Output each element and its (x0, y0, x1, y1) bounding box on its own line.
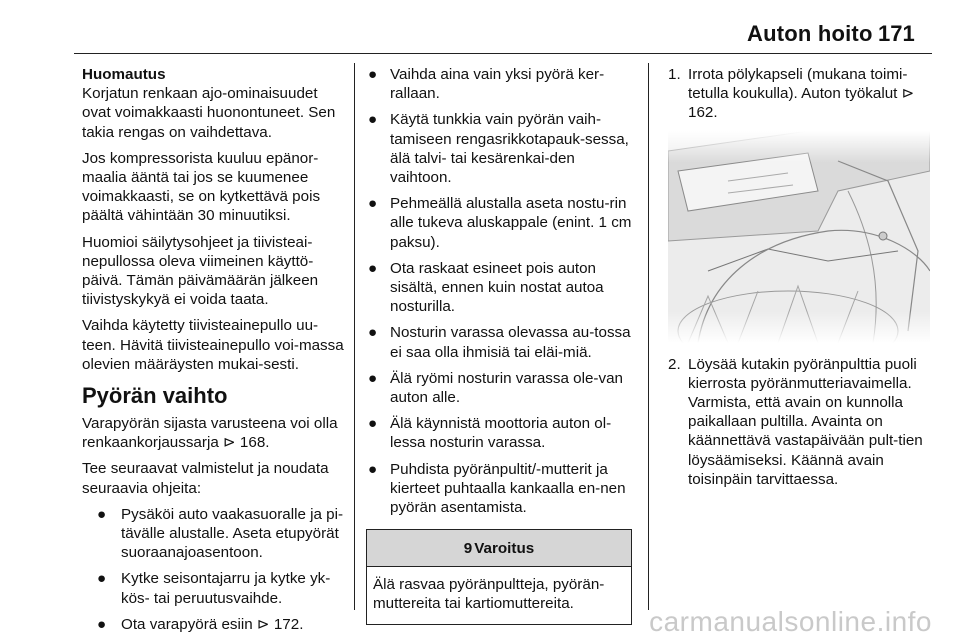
bullet-icon: ● (368, 460, 378, 478)
list-item (82, 569, 350, 607)
bullet-icon: ● (368, 324, 378, 342)
list-item-text: Kytke seisontajarru ja kytke yk-kös- tai peruutusvaihde. (121, 570, 331, 607)
list-item (82, 615, 350, 634)
intro-paragraph-2: Tee seuraavat valmistelut ja noudata seuraavia ohjeita: (82, 460, 329, 497)
column-1 (82, 65, 350, 641)
warning-body: Älä rasvaa pyöränpultteja, pyörän-muttereita tai kartiomuttereita. (373, 576, 605, 613)
warning-box (366, 529, 632, 624)
bullet-icon: ● (368, 415, 378, 433)
list-item-text: Ota raskaat esineet pois auton sisältä, ennen kuin nostat autoa nosturilla. (390, 259, 604, 316)
column-3 (668, 65, 930, 496)
list-item-text: Älä ryömi nosturin varassa ole-van auton alle. (390, 369, 623, 407)
list-item (366, 65, 638, 103)
step-number: 2. (668, 355, 681, 373)
list-item (366, 110, 638, 187)
list-item (366, 414, 638, 452)
wheel-illustration (668, 131, 930, 343)
bullet-icon: ● (97, 615, 107, 633)
header-rule (74, 53, 932, 54)
column-divider-2 (648, 63, 649, 610)
list-item-text: Vaihda aina vain yksi pyörä ker-rallaan. (390, 66, 605, 103)
list-item (366, 460, 638, 518)
note-heading: Huomautus (82, 66, 166, 83)
column-2 (366, 65, 638, 625)
step-text: Irrota pölykapseli (mukana toimi-tetulla koukulla). Auton työkalut ⊳ 162. (688, 66, 915, 122)
list-item-text: Nosturin varassa olevassa au-tossa ei saa olla ihmisiä tai eläi-miä. (390, 324, 631, 361)
step-number: 1. (668, 66, 681, 83)
list-item (82, 505, 350, 563)
column-divider-1 (354, 63, 355, 610)
list-item (366, 194, 638, 252)
watermark: carmanualsonline.info (649, 606, 932, 637)
list-item-text: Pysäköi auto vaakasuoralle ja pi-tävälle alustalle. Aseta etupyörät suoraanajoasentoon. (121, 505, 344, 562)
list-item (366, 259, 638, 317)
bullet-icon: ● (368, 369, 378, 387)
bullet-icon: ● (368, 195, 378, 213)
bullet-icon: ● (97, 570, 107, 588)
list-item (366, 323, 638, 361)
warning-header (367, 530, 631, 567)
list-item-text: Ota varapyörä esiin ⊳ 172. (121, 615, 304, 633)
list-item-text: Pehmeällä alustalla aseta nostu-rin alle tukeva aluskappale (enint. 1 cm paksu). (390, 195, 632, 251)
list-item-text: Käytä tunkkia vain pyörän vaih-tamiseen rengasrikkotapauk-sessa, älä talvi- tai kesärenkai-den vaihtoon. (390, 111, 629, 187)
note-paragraph: Huomioi säilytysohjeet ja tiivisteai-nepullossa oleva viimeinen käyttö-päivä. Tämän päivämäärän jälkeen tiivistyskykyä ei voida taata. (82, 233, 319, 309)
step-item (668, 65, 930, 123)
step-text: Löysää kutakin pyöränpulttia puoli kierrosta pyöränmutteriavaimella. Varmista, että avain on kunnolla paikallaan pultilla. Avainta on käännettävä vastapäivään pult-tien löysäämiseksi. Käännä avain toisinpäin tarvittaessa. (688, 355, 923, 488)
list-item (366, 369, 638, 407)
list-item-text: Puhdista pyöränpultit/-mutterit ja kierteet puhtaalla kankaalla en-nen pyörän asentamista. (390, 460, 626, 517)
warning-icon: 9 (463, 539, 473, 557)
list-item-text: Älä käynnistä moottoria auton ol-lessa nosturin varassa. (390, 415, 612, 452)
page-number: 171 (878, 21, 915, 46)
page-title: Auton hoito (747, 21, 873, 46)
note-paragraph: Jos kompressorista kuuluu epänor-maalia ääntä tai jos se kuumenee voimakkaasti, se on kytkettävä pois päältä vähintään 30 minuutiksi. (82, 149, 321, 225)
section-heading: Pyörän vaihto (82, 383, 228, 409)
note-paragraph: Vaihda käytetty tiivisteainepullo uu-teen. Hävitä tiivisteainepullo voi-massa olevien määräysten mukai-sesti. (82, 317, 344, 373)
intro-paragraph: Varapyörän sijasta varusteena voi olla renkaankorjaussarja ⊳ 168. (82, 415, 338, 452)
bullet-icon: ● (368, 111, 378, 129)
note-paragraph: Korjatun renkaan ajo-ominaisuudet ovat voimakkaasti huonontuneet. Sen takia rengas on vaihdettava. (82, 85, 336, 141)
warning-heading: Varoitus (474, 539, 535, 557)
bullet-icon: ● (97, 505, 107, 523)
bullet-icon: ● (368, 259, 378, 277)
step-item (668, 355, 930, 489)
bullet-icon: ● (368, 66, 378, 83)
